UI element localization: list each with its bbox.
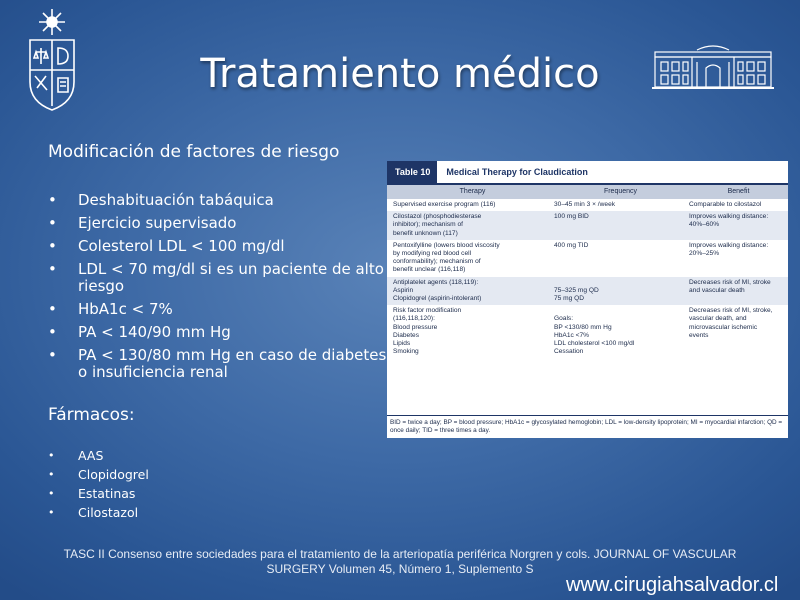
table-title: Medical Therapy for Claudication (446, 167, 588, 177)
list-item: • PA < 130/80 mm Hg en caso de diabetes o insuficiencia renal (48, 347, 388, 381)
cell-frequency: 400 mg TID (554, 241, 589, 249)
table-body (387, 199, 788, 358)
table-row (387, 305, 788, 358)
cell-therapy: Pentoxifylline (lowers blood viscosity by modifying red blood cell conformability); mechanism of benefit unclear (116,118) (393, 241, 500, 274)
drug-list (48, 447, 388, 521)
list-item: • Estatinas (48, 485, 388, 502)
section-title: Modificación de factores de riesgo (48, 142, 340, 162)
list-item: • Ejercicio supervisado (48, 215, 388, 232)
citation-text: TASC II Consenso entre sociedades para el tratamiento de la arteriopatía periférica Norgren y cols. JOURNAL OF VASCULAR SURGERY Volumen 45, Número 1, Suplemento S (63, 547, 737, 576)
cell-frequency: 100 mg BID (554, 213, 589, 221)
cell-therapy: Risk factor modification (116,118,120): Blood pressure Diabetes Lipids Smoking (393, 307, 462, 356)
table-number: Table 10 (387, 161, 437, 183)
cell-therapy: Cilostazol (phosphodiesterase inhibitor); mechanism of benefit unknown (117) (393, 213, 482, 237)
cell-therapy: Antiplatelet agents (118,119): Aspirin Clopidogrel (aspirin-intolerant) (393, 278, 482, 303)
list-item: • Cilostazol (48, 504, 388, 521)
cell-benefit: Decreases risk of MI, stroke and vascular death (689, 278, 771, 294)
column-header-benefit: Benefit (727, 188, 750, 195)
cell-frequency: 30–45 min 3 × /week (554, 201, 616, 208)
website-url: www.cirugiahsalvador.cl (566, 574, 779, 596)
table-row (387, 277, 788, 306)
column-header-frequency: Frequency (603, 188, 638, 195)
list-item: • LDL < 70 mg/dl si es un paciente de alto riesgo (48, 261, 388, 295)
list-item: • HbA1c < 7% (48, 301, 388, 318)
cell-benefit: Improves walking distance: 40%–60% (689, 213, 769, 229)
table-footnote: BID = twice a day; BP = blood pressure; HbA1c = glycosylated hemoglobin; LDL = low-density lipoprotein; MI = myocardial infarction; QD = once daily; TID = three times a day. (387, 415, 788, 438)
therapy-table (387, 161, 788, 438)
list-item: • Colesterol LDL < 100 mg/dl (48, 238, 388, 255)
left-column (48, 140, 388, 523)
cell-benefit: Improves walking distance: 20%–25% (689, 241, 769, 258)
column-header-therapy: Therapy (459, 188, 486, 195)
cell-benefit: Comparable to cilostazol (689, 201, 762, 208)
list-item: • PA < 140/90 mm Hg (48, 324, 388, 341)
list-item: • AAS (48, 447, 388, 464)
risk-factor-list (48, 192, 388, 381)
table-row (387, 211, 788, 240)
table-row (387, 199, 788, 211)
cell-therapy: Supervised exercise program (116) (393, 201, 496, 208)
list-item: • Clopidogrel (48, 466, 388, 483)
cell-benefit: Decreases risk of MI, stroke, vascular death, and microvascular ischemic events (689, 307, 773, 339)
drugs-title: Fármacos: (48, 405, 135, 425)
table-column-headers (387, 185, 788, 199)
cell-frequency: Goals: BP <130/80 mm Hg HbA1c <7% LDL cholesterol <100 mg/dl Cessation (554, 315, 635, 356)
table-row (387, 240, 788, 277)
cell-frequency: 75–325 mg QD 75 mg QD (554, 286, 599, 303)
list-item: • Deshabituación tabáquica (48, 192, 388, 209)
table-header-bar (387, 161, 788, 185)
slide-title: Tratamiento médico (200, 51, 600, 97)
